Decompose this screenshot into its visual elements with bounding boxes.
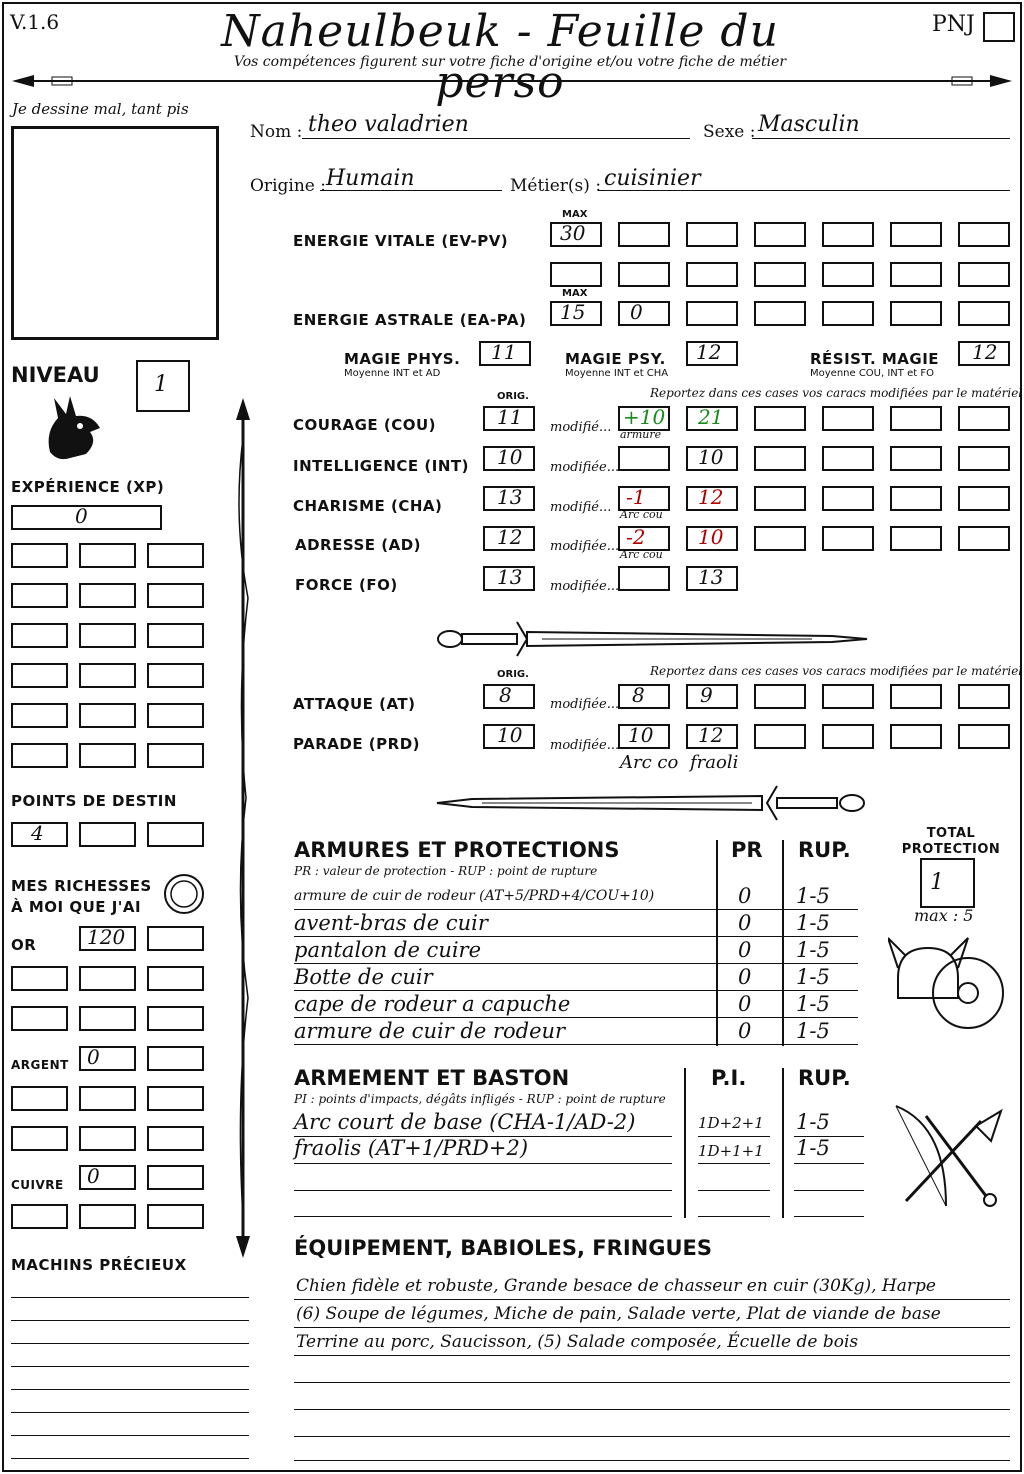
armure-item-rup[interactable]: 1-5 <box>796 911 830 935</box>
intelligence-total-box[interactable] <box>686 446 738 471</box>
charisme-extra-box[interactable] <box>890 486 942 511</box>
xp-box[interactable] <box>11 663 68 688</box>
intelligence-modifiee-label: modifiée... <box>550 460 620 475</box>
armure-item-rup[interactable]: 1-5 <box>796 1019 830 1043</box>
armures-title: ARMURES ET PROTECTIONS <box>294 838 620 862</box>
cuivre-value: 0 <box>87 1164 100 1188</box>
courage-orig-value: 11 <box>497 405 523 429</box>
spear-divider-illustration <box>12 72 1012 90</box>
xp-box[interactable] <box>11 543 68 568</box>
force-orig-box[interactable] <box>483 566 535 591</box>
ea-box[interactable] <box>822 301 874 326</box>
resist-magie-note: Moyenne COU, INT et FO <box>810 368 934 379</box>
courage-orig-box[interactable] <box>483 406 535 431</box>
cuivre-box[interactable] <box>79 1204 136 1229</box>
arme-item-pi[interactable]: 1D+1+1 <box>698 1142 764 1160</box>
parade-modifiee-label: modifiée... <box>550 738 620 753</box>
arme-item-rup[interactable]: 1-5 <box>796 1136 830 1160</box>
sword-illustration <box>432 614 872 664</box>
equipement-rule <box>294 1299 1010 1300</box>
richesses-label-2: À MOI QUE J'AI <box>11 898 142 916</box>
armure-item-rup[interactable]: 1-5 <box>796 965 830 989</box>
charisme-total-box[interactable] <box>686 486 738 511</box>
equipement-rule[interactable] <box>294 1460 1010 1461</box>
argent-box[interactable] <box>79 1086 136 1111</box>
equipement-line[interactable]: Chien fidèle et robuste, Grande besace de chasseur en cuir (30Kg), Harpe <box>296 1276 936 1296</box>
arme-row-line[interactable] <box>294 1190 672 1191</box>
combat-note-1: Arc co <box>620 752 679 773</box>
xp-box[interactable] <box>79 743 136 768</box>
or-box[interactable] <box>147 966 204 991</box>
attaque-mod-box[interactable] <box>618 684 670 709</box>
total-protection-value: 1 <box>930 870 944 895</box>
nom-line <box>302 138 690 139</box>
armure-row-line <box>294 990 858 991</box>
force-total-box[interactable] <box>686 566 738 591</box>
parade-total-value: 12 <box>698 723 724 747</box>
courage-extra-box[interactable] <box>958 406 1010 431</box>
armure-item-rup[interactable]: 1-5 <box>796 884 830 908</box>
arme-row-line <box>294 1163 672 1164</box>
or-box[interactable] <box>11 1006 68 1031</box>
combat-report-hint: Reportez dans ces cases vos caracs modifiées par le matériel <box>650 664 1023 678</box>
courage-extra-box[interactable] <box>754 406 806 431</box>
richesses-label: MES RICHESSES <box>11 877 152 895</box>
sexe-value[interactable]: Masculin <box>758 112 860 137</box>
ev-box[interactable] <box>618 262 670 287</box>
sexe-label: Sexe : <box>703 122 756 142</box>
arme-row-line <box>794 1163 864 1164</box>
force-modifiee-label: modifiée... <box>550 579 620 594</box>
armement-col-divider <box>684 1068 686 1218</box>
xp-box[interactable] <box>147 663 204 688</box>
xp-box[interactable] <box>147 623 204 648</box>
portrait-box[interactable] <box>11 126 219 340</box>
attaque-label: ATTAQUE (AT) <box>293 695 416 713</box>
equipement-title: ÉQUIPEMENT, BABIOLES, FRINGUES <box>294 1236 712 1260</box>
ea-label: ENERGIE ASTRALE (EA-PA) <box>293 311 527 329</box>
argent-box[interactable] <box>147 1046 204 1071</box>
xp-box[interactable] <box>11 703 68 728</box>
armement-title: ARMEMENT ET BASTON <box>294 1066 570 1090</box>
crossed-weapons-icon <box>886 1096 1006 1216</box>
armures-col-divider <box>716 840 718 1046</box>
parade-mod-box[interactable] <box>618 724 670 749</box>
ev-box[interactable] <box>686 222 738 247</box>
cuivre-label: CUIVRE <box>11 1178 64 1192</box>
ev-max-value: 30 <box>560 221 586 245</box>
adresse-mod-note: Arc cou <box>620 548 663 561</box>
ea-max-value: 15 <box>560 300 586 324</box>
ev-label: ENERGIE VITALE (EV-PV) <box>293 232 509 250</box>
arme-row-line <box>698 1136 770 1137</box>
intelligence-total-value: 10 <box>698 445 724 469</box>
xp-box[interactable] <box>79 543 136 568</box>
force-mod-box[interactable] <box>618 566 670 591</box>
adresse-label: ADRESSE (AD) <box>295 536 422 554</box>
xp-box[interactable] <box>11 743 68 768</box>
charisme-orig-box[interactable] <box>483 486 535 511</box>
ea-box[interactable] <box>618 301 670 326</box>
xp-box[interactable] <box>147 743 204 768</box>
or-box[interactable] <box>79 966 136 991</box>
adresse-modifiee-label: modifiée... <box>550 539 620 554</box>
courage-extra-box[interactable] <box>890 406 942 431</box>
ea-box[interactable] <box>890 301 942 326</box>
arme-row-line[interactable] <box>794 1190 864 1191</box>
arme-row-line <box>698 1163 770 1164</box>
adresse-total-box[interactable] <box>686 526 738 551</box>
precieux-line[interactable] <box>11 1458 249 1459</box>
parade-extra-box[interactable] <box>890 724 942 749</box>
experience-label: EXPÉRIENCE (XP) <box>11 478 165 496</box>
force-total-value: 13 <box>698 565 724 589</box>
armure-row-line <box>294 1044 858 1045</box>
cuivre-box[interactable] <box>147 1204 204 1229</box>
ev-box[interactable] <box>618 222 670 247</box>
ev-box[interactable] <box>754 262 806 287</box>
adresse-extra-box[interactable] <box>822 526 874 551</box>
xp-box[interactable] <box>147 703 204 728</box>
niveau-label: NIVEAU <box>11 363 100 387</box>
destin-box[interactable] <box>147 822 204 847</box>
armure-item-name[interactable]: pantalon de cuire <box>294 938 482 962</box>
precieux-label: MACHINS PRÉCIEUX <box>11 1256 187 1274</box>
destin-box[interactable] <box>11 822 68 847</box>
courage-mod-value: +10 <box>623 405 666 429</box>
precieux-line[interactable] <box>11 1297 249 1298</box>
ev-box[interactable] <box>822 262 874 287</box>
sexe-line <box>752 138 1010 139</box>
xp-box[interactable] <box>79 663 136 688</box>
attaque-orig-box[interactable] <box>483 684 535 709</box>
cuivre-box[interactable] <box>79 1165 136 1190</box>
adresse-orig-box[interactable] <box>483 526 535 551</box>
charisme-mod-note: Arc cou <box>620 508 663 521</box>
parade-extra-box[interactable] <box>822 724 874 749</box>
argent-box[interactable] <box>11 1086 68 1111</box>
caracs-report-hint: Reportez dans ces cases vos caracs modifiées par le matériel <box>650 386 1023 400</box>
equipement-rule <box>294 1327 1010 1328</box>
combat-orig-label: ORIG. <box>497 669 529 680</box>
xp-box[interactable] <box>11 623 68 648</box>
precieux-line[interactable] <box>11 1435 249 1436</box>
charisme-orig-value: 13 <box>497 485 523 509</box>
argent-box[interactable] <box>79 1126 136 1151</box>
or-box[interactable] <box>79 926 136 951</box>
arme-item-name[interactable]: fraolis (AT+1/PRD+2) <box>294 1136 529 1160</box>
ev-max-label: MAX <box>562 209 588 220</box>
intelligence-extra-box[interactable] <box>822 446 874 471</box>
xp-box[interactable] <box>79 583 136 608</box>
force-orig-value: 13 <box>497 565 523 589</box>
armure-row-line <box>294 909 858 910</box>
attaque-mod-value: 8 <box>632 683 645 707</box>
adresse-mod-value: -2 <box>626 525 646 549</box>
destin-box[interactable] <box>79 822 136 847</box>
or-label: OR <box>11 936 37 954</box>
precieux-line[interactable] <box>11 1320 249 1321</box>
xp-box[interactable] <box>11 583 68 608</box>
ev-box[interactable] <box>550 262 602 287</box>
attaque-extra-box[interactable] <box>822 684 874 709</box>
armure-item-pr[interactable]: 0 <box>738 965 752 989</box>
armures-col-divider <box>782 840 784 1046</box>
precieux-line[interactable] <box>11 1366 249 1367</box>
precieux-line[interactable] <box>11 1389 249 1390</box>
intelligence-orig-value: 10 <box>497 445 523 469</box>
charisme-label: CHARISME (CHA) <box>293 497 443 515</box>
arme-item-rup[interactable]: 1-5 <box>796 1110 830 1134</box>
arme-row-line[interactable] <box>698 1216 770 1217</box>
ev-box[interactable] <box>958 262 1010 287</box>
magie-phys-note: Moyenne INT et AD <box>344 368 441 379</box>
xp-box[interactable] <box>147 583 204 608</box>
attaque-orig-value: 8 <box>499 683 512 707</box>
helmet-shield-icon <box>888 928 1008 1038</box>
or-box[interactable] <box>79 1006 136 1031</box>
equipement-rule[interactable] <box>294 1409 1010 1410</box>
armement-rup-header: RUP. <box>798 1066 851 1090</box>
parade-orig-value: 10 <box>497 723 523 747</box>
argent-label: ARGENT <box>11 1058 69 1072</box>
argent-box[interactable] <box>147 1086 204 1111</box>
destin-value: 4 <box>31 821 44 845</box>
argent-box[interactable] <box>147 1126 204 1151</box>
caracs-orig-label: ORIG. <box>497 391 529 402</box>
coin-icon <box>162 872 206 916</box>
dragon-head-icon <box>40 392 106 464</box>
protection-max-label: max : 5 <box>914 906 974 925</box>
experience-box[interactable] <box>11 505 162 530</box>
origine-value[interactable]: Humain <box>326 166 415 191</box>
ea-box[interactable] <box>958 301 1010 326</box>
ev-box[interactable] <box>890 262 942 287</box>
parade-label: PARADE (PRD) <box>293 735 421 753</box>
ea-box[interactable] <box>754 301 806 326</box>
attaque-extra-box[interactable] <box>958 684 1010 709</box>
armure-item-pr[interactable]: 0 <box>738 992 752 1016</box>
cuivre-box[interactable] <box>147 1165 204 1190</box>
equipement-line[interactable]: Terrine au porc, Saucisson, (5) Salade composée, Écuelle de bois <box>296 1332 859 1352</box>
version-label: V.1.6 <box>10 10 60 34</box>
ev-box[interactable] <box>958 222 1010 247</box>
origine-line <box>320 190 502 191</box>
vertical-staff-illustration <box>228 398 258 1258</box>
armure-item-name[interactable]: armure de cuir de rodeur (AT+5/PRD+4/COU+10) <box>294 888 655 904</box>
resist-magie-label: RÉSIST. MAGIE <box>810 350 940 368</box>
charisme-extra-box[interactable] <box>958 486 1010 511</box>
attaque-extra-box[interactable] <box>890 684 942 709</box>
armures-rup-header: RUP. <box>798 838 851 862</box>
magie-phys-value: 11 <box>491 340 517 364</box>
resist-magie-box[interactable] <box>958 341 1010 366</box>
parade-extra-box[interactable] <box>958 724 1010 749</box>
attaque-total-value: 9 <box>700 683 713 707</box>
magie-psy-value: 12 <box>696 340 722 364</box>
courage-total-value: 21 <box>698 405 724 429</box>
armure-item-pr[interactable]: 0 <box>738 911 752 935</box>
niveau-box[interactable] <box>136 360 190 412</box>
armure-row-line <box>294 936 858 937</box>
portrait-label: Je dessine mal, tant pis <box>12 100 189 118</box>
intelligence-extra-box[interactable] <box>890 446 942 471</box>
courage-mod-note: armure <box>620 428 662 441</box>
armure-item-name[interactable]: cape de rodeur a capuche <box>294 992 571 1016</box>
pnj-checkbox[interactable] <box>983 12 1015 42</box>
or-box[interactable] <box>147 1006 204 1031</box>
equipement-line[interactable]: (6) Soupe de légumes, Miche de pain, Salade verte, Plat de viande de base <box>296 1304 941 1324</box>
intelligence-extra-box[interactable] <box>754 446 806 471</box>
parade-orig-box[interactable] <box>483 724 535 749</box>
magie-phys-label: MAGIE PHYS. <box>344 350 461 368</box>
ev-box[interactable] <box>754 222 806 247</box>
courage-extra-box[interactable] <box>822 406 874 431</box>
precieux-line[interactable] <box>11 1343 249 1344</box>
magie-phys-box[interactable] <box>479 341 531 366</box>
armement-pi-header: P.I. <box>711 1066 747 1090</box>
experience-value: 0 <box>75 504 88 528</box>
armures-note: PR : valeur de protection - RUP : point de rupture <box>294 864 598 878</box>
xp-box[interactable] <box>79 703 136 728</box>
arme-row-line[interactable] <box>794 1216 864 1217</box>
armures-pr-header: PR <box>731 838 763 862</box>
pnj-label: PNJ <box>932 12 975 37</box>
courage-total-box[interactable] <box>686 406 738 431</box>
destin-label: POINTS DE DESTIN <box>11 792 177 810</box>
equipement-rule <box>294 1355 1010 1356</box>
armure-item-name[interactable]: avent-bras de cuir <box>294 911 488 935</box>
intelligence-orig-box[interactable] <box>483 446 535 471</box>
ev-max-box[interactable] <box>550 222 602 247</box>
armure-item-rup[interactable]: 1-5 <box>796 938 830 962</box>
adresse-extra-box[interactable] <box>754 526 806 551</box>
magie-psy-label: MAGIE PSY. <box>565 350 666 368</box>
or-box[interactable] <box>11 966 68 991</box>
metier-label: Métier(s) : <box>510 176 602 196</box>
armure-item-pr[interactable]: 0 <box>738 884 752 908</box>
niveau-value: 1 <box>154 372 168 397</box>
armure-item-name[interactable]: armure de cuir de rodeur <box>294 1019 566 1043</box>
cuivre-box[interactable] <box>11 1204 68 1229</box>
adresse-extra-box[interactable] <box>890 526 942 551</box>
ev-box[interactable] <box>822 222 874 247</box>
armure-item-pr[interactable]: 0 <box>738 1019 752 1043</box>
armure-item-rup[interactable]: 1-5 <box>796 992 830 1016</box>
nom-value[interactable]: theo valadrien <box>308 112 469 137</box>
ea-max-label: MAX <box>562 288 588 299</box>
charisme-extra-box[interactable] <box>822 486 874 511</box>
argent-box[interactable] <box>79 1046 136 1071</box>
equipement-rule[interactable] <box>294 1436 1010 1437</box>
armure-item-pr[interactable]: 0 <box>738 938 752 962</box>
force-label: FORCE (FO) <box>295 576 398 594</box>
courage-label: COURAGE (COU) <box>293 416 437 434</box>
adresse-total-value: 10 <box>698 525 724 549</box>
magie-psy-note: Moyenne INT et CHA <box>565 368 669 379</box>
attaque-extra-box[interactable] <box>754 684 806 709</box>
argent-value: 0 <box>87 1045 100 1069</box>
resist-magie-value: 12 <box>972 340 998 364</box>
nom-label: Nom : <box>250 122 303 142</box>
ea-max-box[interactable] <box>550 301 602 326</box>
xp-box[interactable] <box>79 623 136 648</box>
charisme-modifie-label: modifié... <box>550 500 612 515</box>
attaque-total-box[interactable] <box>686 684 738 709</box>
subtitle: Vos compétences figurent sur votre fiche d'origine et/ou votre fiche de métier <box>233 54 787 70</box>
metier-value[interactable]: cuisinier <box>604 166 701 191</box>
adresse-extra-box[interactable] <box>958 526 1010 551</box>
sword-illustration-2 <box>432 778 872 828</box>
metier-line <box>598 190 1010 191</box>
armure-row-line <box>294 963 858 964</box>
arme-row-line[interactable] <box>294 1216 672 1217</box>
armure-row-line <box>294 1017 858 1018</box>
argent-box[interactable] <box>11 1126 68 1151</box>
ea-box[interactable] <box>686 301 738 326</box>
charisme-total-value: 12 <box>698 485 724 509</box>
origine-label: Origine : <box>250 176 326 196</box>
ea-current-value: 0 <box>630 300 643 324</box>
courage-modifie-label: modifié... <box>550 420 612 435</box>
charisme-mod-value: -1 <box>626 485 646 509</box>
parade-total-box[interactable] <box>686 724 738 749</box>
total-protection-label: TOTAL PROTECTION <box>901 826 1001 857</box>
precieux-line[interactable] <box>11 1412 249 1413</box>
arme-item-name[interactable]: Arc court de base (CHA-1/AD-2) <box>294 1110 636 1134</box>
combat-note-2: fraoli <box>690 752 739 773</box>
or-value: 120 <box>87 925 126 949</box>
charisme-extra-box[interactable] <box>754 486 806 511</box>
attaque-modifiee-label: modifiée... <box>550 697 620 712</box>
magie-psy-box[interactable] <box>686 341 738 366</box>
adresse-orig-value: 12 <box>497 525 523 549</box>
xp-box[interactable] <box>147 543 204 568</box>
armure-item-name[interactable]: Botte de cuir <box>294 965 433 989</box>
intelligence-label: INTELLIGENCE (INT) <box>293 457 469 475</box>
ev-box[interactable] <box>890 222 942 247</box>
armement-note: PI : points d'impacts, dégâts infligés - RUP : point de rupture <box>294 1092 666 1106</box>
intelligence-extra-box[interactable] <box>958 446 1010 471</box>
equipement-rule[interactable] <box>294 1382 1010 1383</box>
ev-box[interactable] <box>686 262 738 287</box>
parade-extra-box[interactable] <box>754 724 806 749</box>
intelligence-mod-box[interactable] <box>618 446 670 471</box>
or-box[interactable] <box>147 926 204 951</box>
arme-row-line[interactable] <box>698 1190 770 1191</box>
sheet-title: Naheulbeuk - Feuille du perso <box>221 6 779 108</box>
parade-mod-value: 10 <box>628 723 654 747</box>
arme-item-pi[interactable]: 1D+2+1 <box>698 1114 764 1132</box>
armement-col-divider <box>782 1068 784 1218</box>
total-protection-box[interactable] <box>920 858 975 908</box>
